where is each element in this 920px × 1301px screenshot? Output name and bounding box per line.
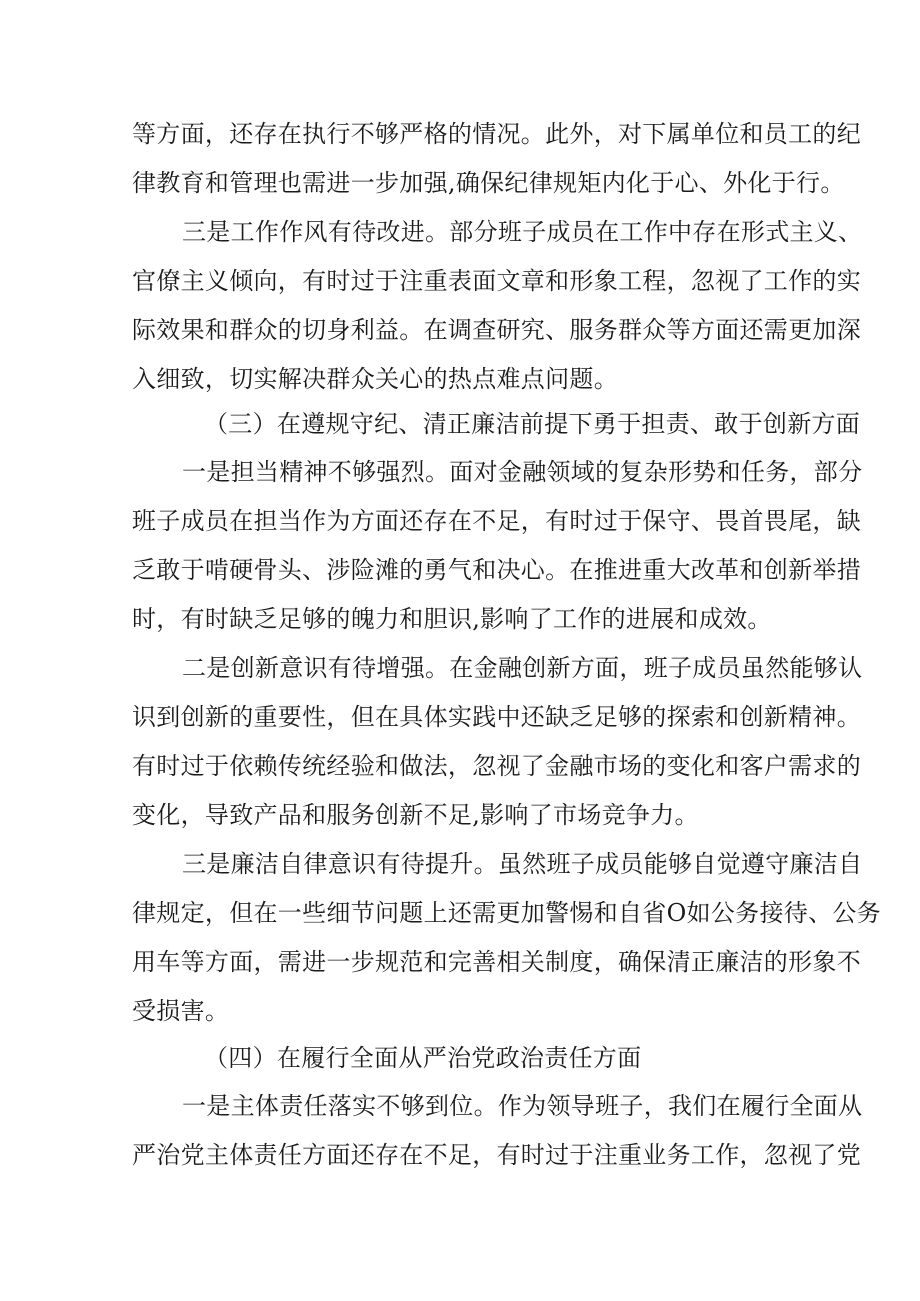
paragraph-start: 一是主体责任落实不够到位。作为领导班子，我们在履行全面从 bbox=[182, 1092, 863, 1120]
paragraph-start: 三是廉洁自律意识有待提升。虽然班子成员能够自觉遵守廉洁自 bbox=[182, 850, 863, 878]
text-line: 入细致，切实解决群众关心的热点难点问题。 bbox=[132, 365, 618, 393]
text-line: 律规定，但在一些细节问题上还需更加警惕和自省O如公务接待、公务 bbox=[132, 899, 881, 927]
text-line: 律教育和管理也需进一步加强,确保纪律规矩内化于心、外化于行。 bbox=[132, 169, 845, 197]
text-line: 班子成员在担当作为方面还存在不足，有时过于保守、畏首畏尾，缺 bbox=[132, 507, 861, 535]
text-line: 识到创新的重要性，但在具体实践中还缺乏足够的探索和创新精神。 bbox=[132, 703, 861, 731]
paragraph-start: 二是创新意识有待增强。在金融创新方面，班子成员虽然能够认 bbox=[182, 654, 863, 682]
text-line: 受损害。 bbox=[132, 997, 230, 1025]
section-heading-4: （四）在履行全面从严治党政治责任方面 bbox=[204, 1044, 642, 1072]
paragraph-start: 三是工作作风有待改进。部分班子成员在工作中存在形式主义、 bbox=[182, 218, 863, 246]
text-line: 用车等方面，需进一步规范和完善相关制度，确保清正廉洁的形象不 bbox=[132, 948, 861, 976]
text-line: 乏敢于啃硬骨头、涉险滩的勇气和决心。在推进重大改革和创新举措 bbox=[132, 556, 861, 584]
text-line: 有时过于依赖传统经验和做法，忽视了金融市场的变化和客户需求的 bbox=[132, 752, 861, 780]
text-line: 官僚主义倾向，有时过于注重表面文章和形象工程，忽视了工作的实 bbox=[132, 267, 861, 295]
text-line: 时，有时缺乏足够的魄力和胆识,影响了工作的进展和成效。 bbox=[132, 605, 772, 633]
text-line: 变化，导致产品和服务创新不足,影响了市场竞争力。 bbox=[132, 801, 699, 829]
section-heading-3: （三）在遵规守纪、清正廉洁前提下勇于担责、敢于创新方面 bbox=[204, 410, 861, 438]
paragraph-start: 一是担当精神不够强烈。面对金融领域的复杂形势和任务，部分 bbox=[182, 458, 863, 486]
text-line: 严治党主体责任方面还存在不足，有时过于注重业务工作，忽视了党 bbox=[132, 1141, 861, 1169]
text-line: 际效果和群众的切身利益。在调查研究、服务群众等方面还需更加深 bbox=[132, 316, 861, 344]
text-line: 等方面，还存在执行不够严格的情况。此外，对下属单位和员工的纪 bbox=[132, 120, 861, 148]
